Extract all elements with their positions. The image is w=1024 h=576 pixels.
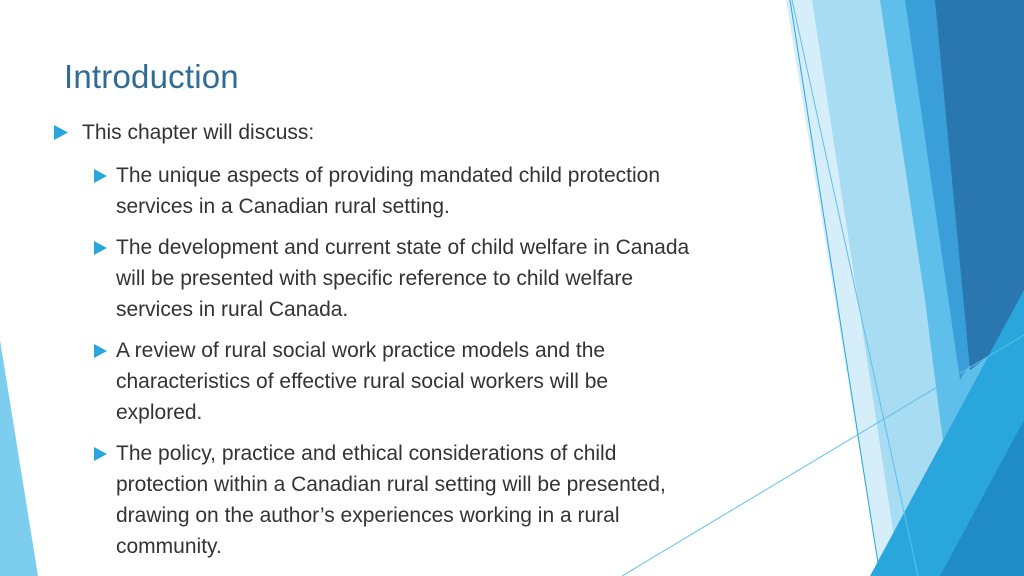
list-item — [94, 335, 774, 428]
text-line: will be presented with specific reference to child welfare — [116, 267, 634, 290]
list-item-text — [116, 232, 774, 325]
text-line: The policy, practice and ethical considerations of child — [116, 442, 617, 465]
list-item-text — [116, 160, 774, 222]
triangle-bullet-icon — [94, 447, 107, 466]
triangle-bullet-icon — [94, 241, 107, 260]
triangle-bullet-icon — [94, 344, 107, 363]
text-line: services in rural Canada. — [116, 298, 349, 321]
list-item — [94, 160, 774, 222]
list-item-text — [116, 438, 774, 562]
list-item-text — [116, 335, 774, 428]
bullet-level1-text: This chapter will discuss: — [82, 121, 315, 144]
list-item — [94, 438, 774, 562]
text-line: The unique aspects of providing mandated child protection — [116, 164, 661, 187]
text-line: drawing on the author’s experiences working in a rural — [116, 504, 620, 527]
list-item — [94, 232, 774, 325]
triangle-bullet-icon — [94, 169, 107, 188]
text-line: community. — [116, 535, 222, 558]
sub-bullet-list — [94, 160, 774, 572]
text-line: explored. — [116, 401, 203, 424]
text-line: protection within a Canadian rural setting will be presented, — [116, 473, 666, 496]
decor-left-accent — [0, 340, 38, 576]
text-line: A review of rural social work practice models and the — [116, 339, 606, 362]
page-title: Introduction — [64, 58, 239, 95]
text-line: The development and current state of child welfare in Canada — [116, 236, 690, 259]
text-line: characteristics of effective rural social workers will be — [116, 370, 609, 393]
text-line: services in a Canadian rural setting. — [116, 195, 450, 218]
triangle-bullet-icon — [54, 125, 68, 145]
